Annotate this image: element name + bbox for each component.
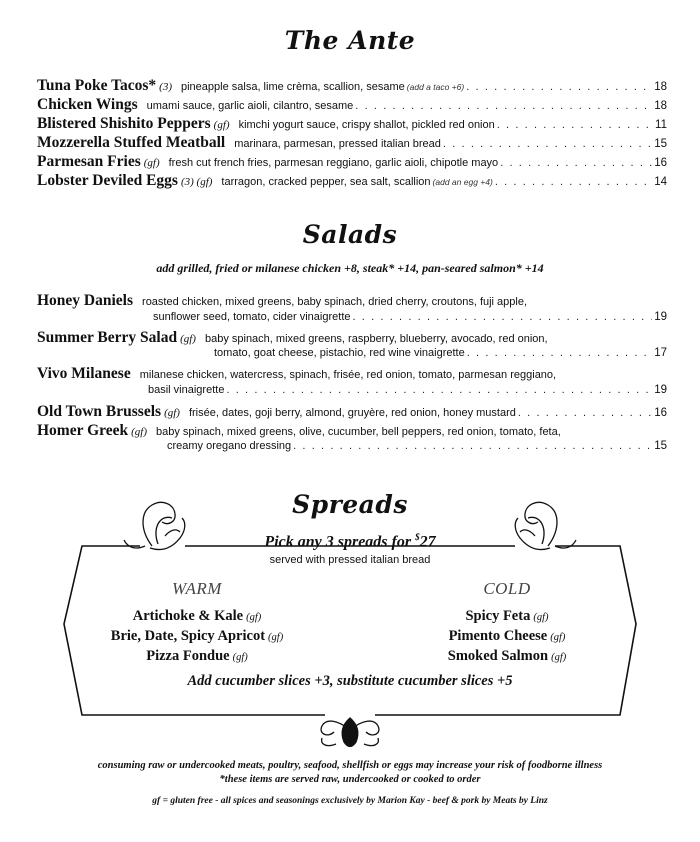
item-price: 19 (654, 311, 667, 323)
item-name: Summer Berry Salad (37, 329, 178, 346)
item-price: 16 (654, 157, 667, 169)
item-price: 18 (654, 100, 667, 112)
item-description: frisée, dates, goji berry, almond, gruyère, red onion, honey mustard (188, 407, 516, 419)
item-description: pineapple salsa, lime crèma, scallion, sesame (181, 81, 405, 93)
item-description: roasted chicken, mixed greens, baby spinach, dried cherry, croutons, fuji apple, (142, 296, 528, 308)
raw-items-note: *these items are served raw, undercooked or cooked to order (219, 774, 481, 785)
cold-heading: COLD (483, 579, 531, 598)
item-name: Vivo Milanese (37, 365, 131, 382)
spread-item (367, 627, 647, 645)
item-qualifier: (gf) (213, 119, 230, 131)
ante-title: The Ante (284, 26, 416, 55)
spread-qualifier: (gf) (551, 652, 567, 663)
item-note: (add an egg +4) (432, 177, 493, 187)
item-description: fresh cut french fries, parmesan reggiano, garlic aioli, chipotle mayo (168, 157, 499, 169)
item-name: Mozzerella Stuffed Meatball (37, 134, 226, 151)
spread-name: Spicy Feta (465, 608, 531, 624)
item-description: baby spinach, mixed greens, olive, cucumber, bell peppers, red onion, tomato, feta, (156, 426, 561, 438)
spreads-served: served with pressed italian bread (269, 554, 431, 566)
spread-name: Smoked Salmon (447, 648, 549, 664)
spread-qualifier: (gf) (232, 652, 248, 663)
cucumber-note: Add cucumber slices +3, substitute cucumber slices +5 (187, 673, 513, 689)
item-price: 14 (654, 176, 667, 188)
item-name: Old Town Brussels (37, 403, 162, 420)
spread-name: Pimento Cheese (448, 628, 548, 644)
spread-name: Pizza Fondue (146, 648, 230, 664)
item-name: Tuna Poke Tacos* (37, 77, 157, 94)
item-qualifier: (gf) (131, 426, 147, 438)
spread-item (57, 627, 337, 645)
item-qualifier: (gf) (180, 333, 196, 345)
item-description: umami sauce, garlic aioli, cilantro, sesame (146, 100, 354, 112)
item-name: Blistered Shishito Peppers (37, 115, 211, 132)
spread-item (57, 647, 337, 665)
spreads-price: 27 (419, 533, 436, 551)
spread-qualifier: (gf) (550, 632, 566, 643)
item-name: Chicken Wings (37, 96, 138, 113)
item-price: 18 (654, 81, 667, 93)
item-price: 11 (655, 119, 667, 131)
spread-item (57, 607, 337, 625)
item-description: tarragon, cracked pepper, sea salt, scallion (221, 176, 431, 188)
item-price: 15 (654, 440, 667, 452)
spread-item (367, 647, 647, 665)
item-description: creamy oregano dressing (167, 440, 292, 452)
spreads-title: Spreads (292, 490, 408, 519)
bottom-fleur-ornament (321, 718, 379, 747)
spreads-offer (0, 532, 700, 551)
item-description: kimchi yogurt sauce, crispy shallot, pickled red onion (238, 119, 495, 131)
spreads-offer-text: Pick any 3 spreads for (264, 533, 412, 551)
spread-qualifier: (gf) (268, 632, 284, 643)
item-description: baby spinach, mixed greens, raspberry, blueberry, avocado, red onion, (204, 333, 548, 345)
warm-heading: WARM (172, 579, 222, 598)
item-qualifier: (3) (159, 81, 172, 93)
item-description: tomato, goat cheese, pistachio, red wine vinaigrette (214, 347, 465, 359)
dollar-sign: $ (415, 532, 420, 542)
item-price: 15 (654, 138, 667, 150)
item-name: Parmesan Fries (37, 153, 141, 170)
item-name: Homer Greek (37, 422, 129, 439)
gluten-free-note: gf = gluten free - all spices and seasonings exclusively by Marion Kay - beef & pork by Meats by Linz (152, 796, 548, 806)
spread-qualifier: (gf) (246, 612, 262, 623)
item-description: milanese chicken, watercress, spinach, frisée, red onion, tomato, parmesan reggiano, (139, 369, 557, 381)
item-note: (add a taco +6) (406, 82, 465, 92)
item-qualifier: (gf) (143, 157, 160, 169)
item-name: Lobster Deviled Eggs (37, 172, 178, 189)
item-price: 19 (654, 384, 667, 396)
salad-addons: add grilled, fried or milanese chicken +8, steak* +14, pan-seared salmon* +14 (156, 261, 544, 275)
item-description: basil vinaigrette (148, 384, 225, 396)
item-price: 16 (654, 407, 667, 419)
item-description: sunflower seed, tomato, cider vinaigrette (153, 311, 351, 323)
spread-qualifier: (gf) (533, 612, 549, 623)
item-qualifier: (3) (gf) (180, 176, 213, 188)
spread-name: Artichoke & Kale (132, 608, 244, 624)
spread-item (367, 607, 647, 625)
item-description: marinara, parmesan, pressed italian bread (234, 138, 441, 150)
foodborne-warning: consuming raw or undercooked meats, poultry, seafood, shellfish or eggs may increase your risk of foodborne illness (97, 760, 603, 771)
item-price: 17 (654, 347, 667, 359)
salads-title: Salads (302, 220, 398, 249)
spread-name: Brie, Date, Spicy Apricot (110, 628, 266, 644)
item-name: Honey Daniels (37, 292, 134, 309)
item-qualifier: (gf) (164, 407, 180, 419)
